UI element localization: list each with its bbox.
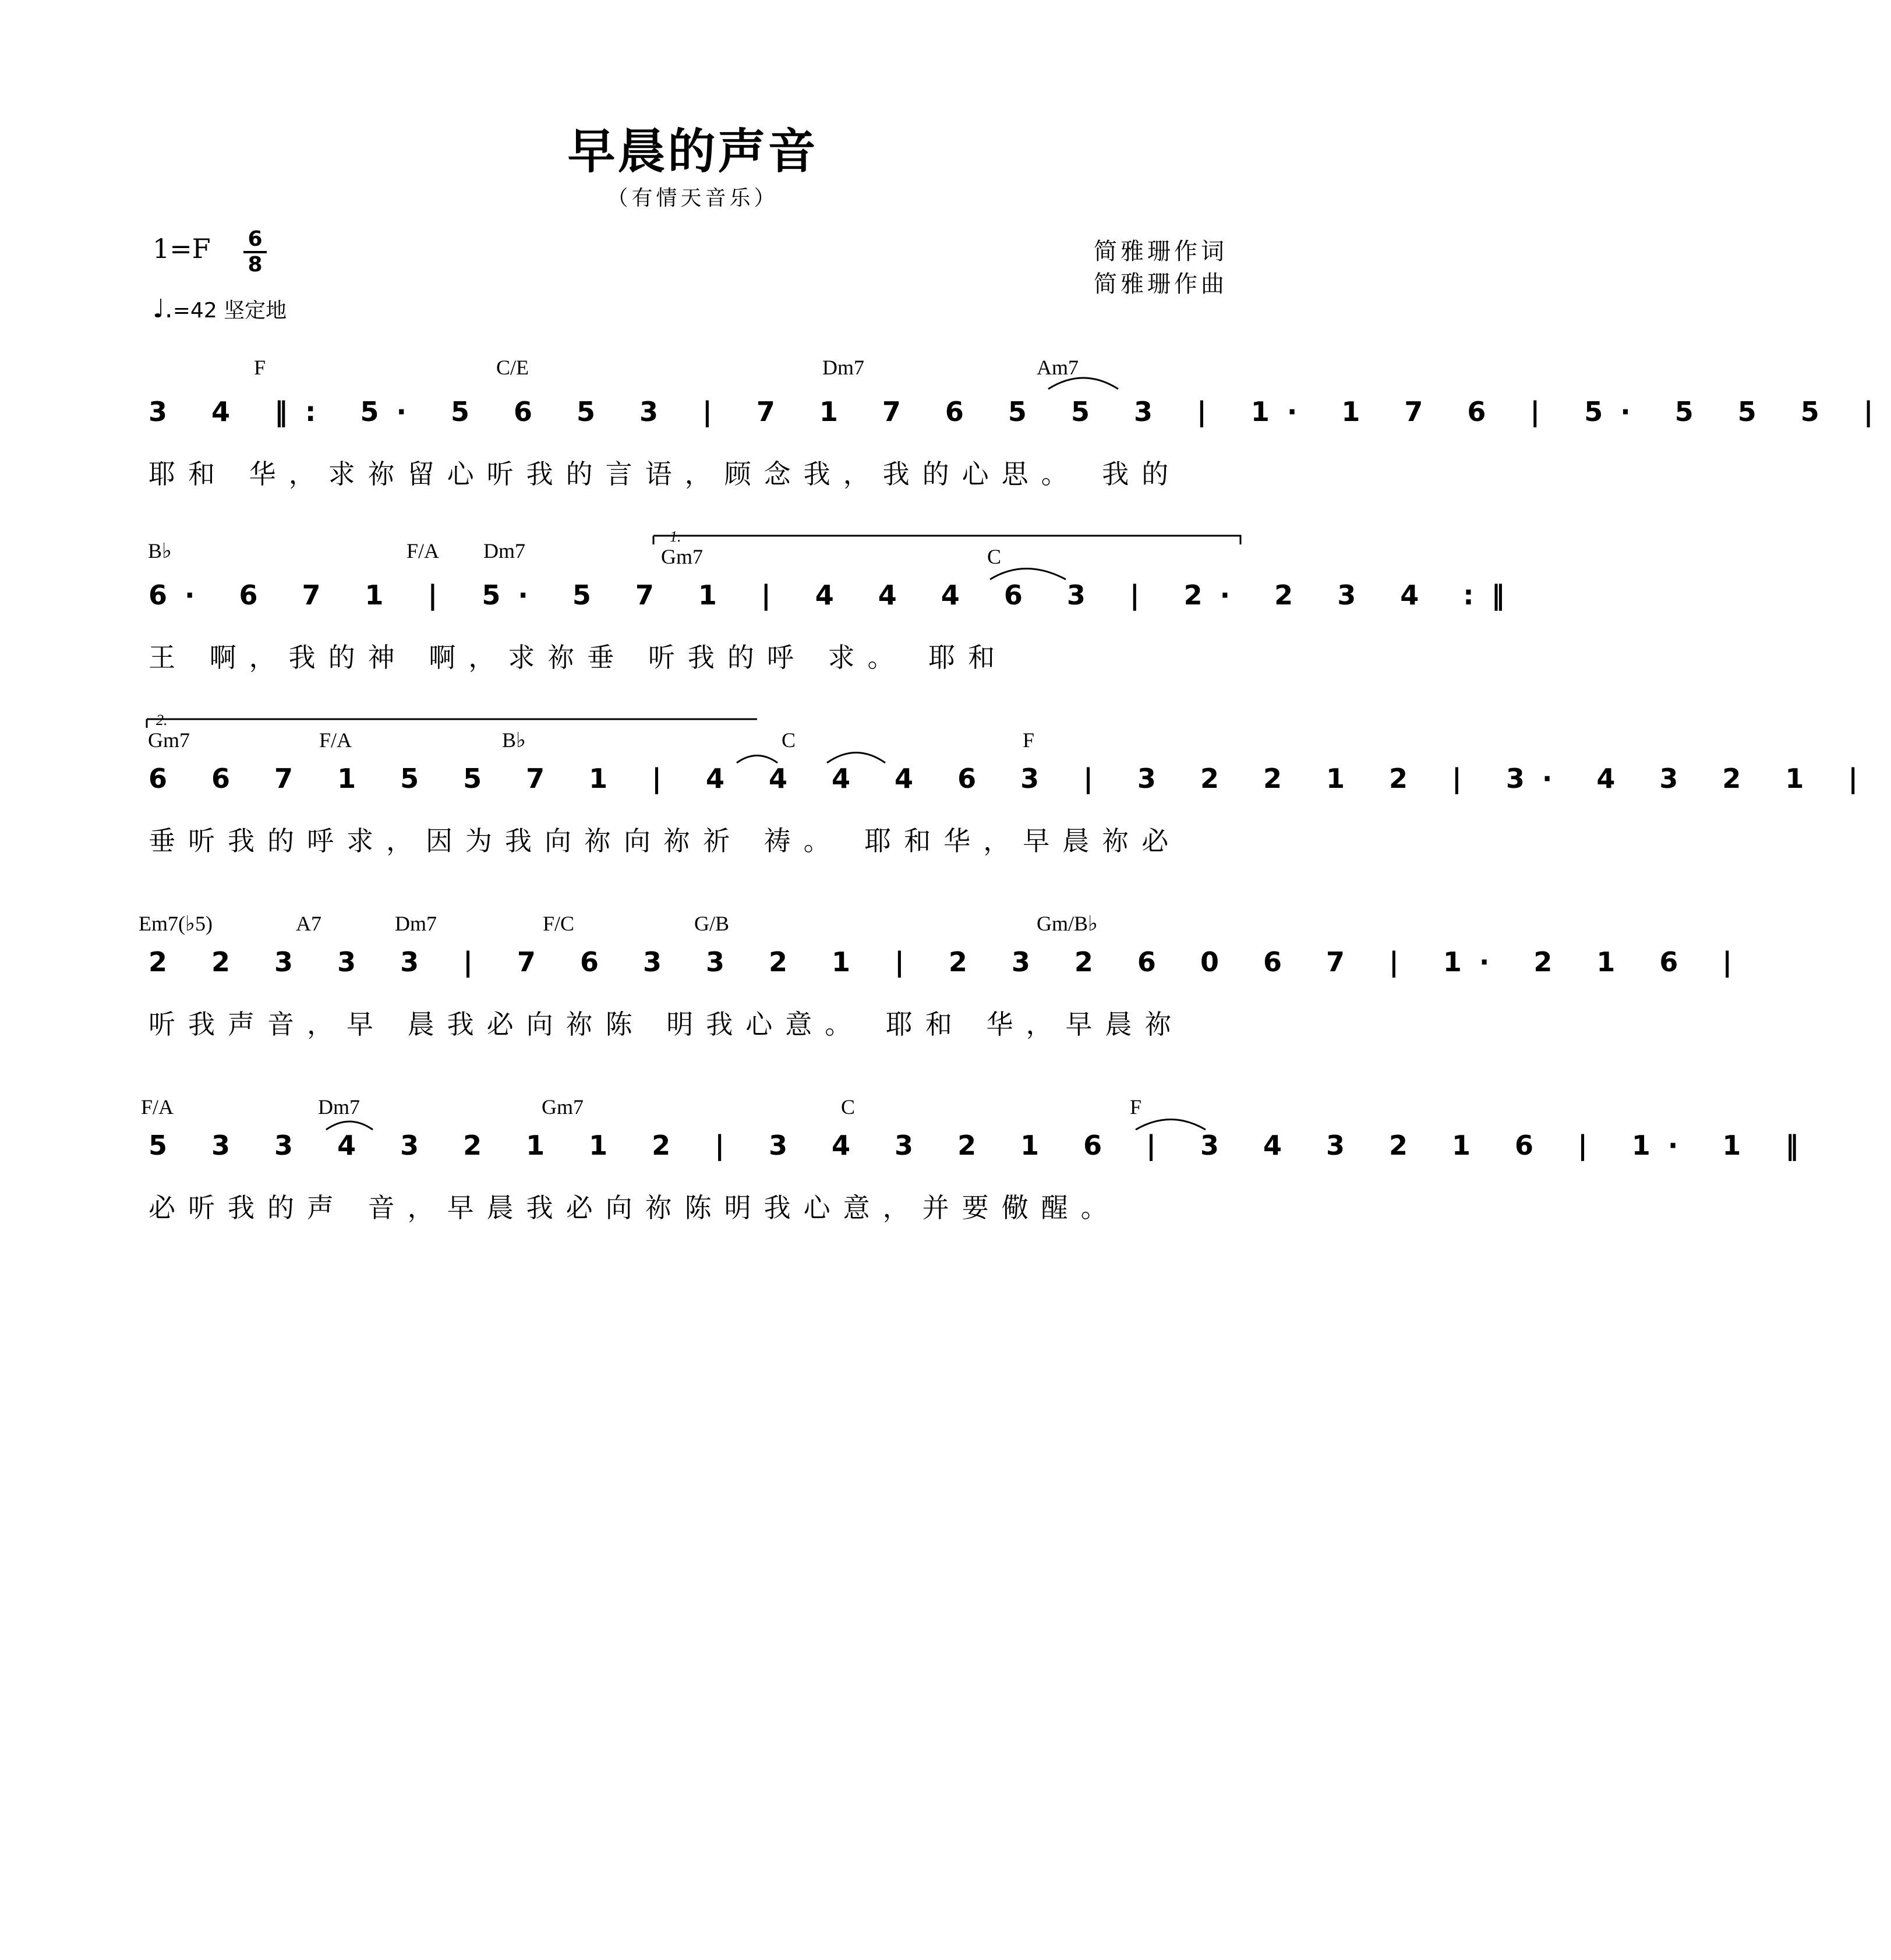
chord-symbol: F/A [407, 539, 440, 562]
chord-symbol: Gm7 [661, 545, 703, 568]
slur-mark [1048, 378, 1118, 389]
chord-symbol: Gm7 [148, 728, 190, 752]
chord-symbol: Gm7 [542, 1095, 584, 1119]
volta-bracket-2 [147, 719, 757, 728]
chord-symbol: F [254, 356, 266, 379]
chord-symbol: F/A [141, 1095, 174, 1119]
lyrics-line: 王 啊，我的神 啊，求祢垂 听我的呼 求。 耶和 [149, 642, 1008, 673]
tempo-text: =42 坚定地 [172, 299, 287, 323]
chord-symbol: C [782, 728, 796, 752]
dotted-quarter-note-icon: ♩. [153, 294, 173, 324]
slur-mark [1136, 1120, 1206, 1130]
key-signature: 1=F [153, 233, 211, 264]
song-title: 早晨的声音 [567, 124, 818, 179]
volta-label: 2. [156, 712, 168, 728]
chord-symbol: Dm7 [822, 356, 864, 379]
slur-mark [990, 569, 1066, 580]
lyrics-line: 必听我的声 音，早晨我必向祢陈明我心意，并要儆醒。 [149, 1192, 1121, 1223]
notation-line: 6 6 7 1 5 5 7 1 | 4 4 4 4 6 3 | 3 2 2 1 2 | 3· 4 3 2 1 | [149, 763, 1876, 794]
composer: 简雅珊作曲 [1094, 271, 1228, 298]
chord-symbol: Dm7 [395, 912, 437, 935]
chord-symbol: Gm/B♭ [1037, 912, 1098, 935]
chord-symbol: F [1130, 1095, 1142, 1119]
time-signature-bottom: 8 [248, 253, 263, 277]
time-signature-top: 6 [248, 227, 263, 251]
slur-mark [737, 756, 777, 763]
notation-line: 5 3 3 4 3 2 1 1 2 | 3 4 3 2 1 6 | 3 4 3 2 1 6 | 1· 1 ‖ [149, 1130, 1816, 1161]
chord-symbol: G/B [694, 912, 730, 935]
chord-symbol: Em7(♭5) [139, 912, 213, 935]
volta-bracket-1 [653, 536, 1240, 544]
chord-symbol: F [1023, 728, 1035, 752]
chord-symbol: C [841, 1095, 856, 1119]
notation-line: 2 2 3 3 3 | 7 6 3 3 2 1 | 2 3 2 6 0 6 7 | 1· 2 1 6 | [149, 946, 1750, 978]
volta-label: 1. [670, 528, 681, 545]
slur-mark [827, 753, 885, 763]
chord-symbol: C [987, 545, 1002, 568]
lyrics-line: 听我声音，早 晨我必向祢陈 明我心意。 耶和 华，早晨祢 [149, 1009, 1185, 1040]
slur-mark [326, 1121, 373, 1130]
chord-symbol: B♭ [148, 539, 172, 562]
song-subtitle: （有情天音乐） [607, 186, 779, 210]
chord-symbol: F/C [543, 912, 575, 935]
chord-symbol: A7 [296, 912, 321, 935]
chord-symbol: B♭ [502, 728, 526, 752]
lyrics-line: 垂听我的呼求，因为我向祢向祢祈 祷。 耶和华，早晨祢必 [149, 825, 1182, 857]
chord-symbol: Dm7 [483, 539, 525, 562]
lyrics-line: 耶和 华，求祢留心听我的言语，顾念我，我的心思。 我的 [149, 458, 1182, 490]
notation-line: 6· 6 7 1 | 5· 5 7 1 | 4 4 4 6 3 | 2· 2 3 4 :‖ [149, 579, 1522, 611]
chord-symbol: Am7 [1037, 356, 1079, 379]
notation-line: 3 4 ‖: 5· 5 6 5 3 | 7 1 7 6 5 5 3 | 1· 1 7 6 | 5· 5 5 5 | [149, 396, 1891, 427]
chord-symbol: Dm7 [318, 1095, 360, 1119]
lyricist: 简雅珊作词 [1094, 238, 1228, 265]
chord-symbol: F/A [319, 728, 352, 752]
chord-symbol: C/E [496, 356, 529, 379]
